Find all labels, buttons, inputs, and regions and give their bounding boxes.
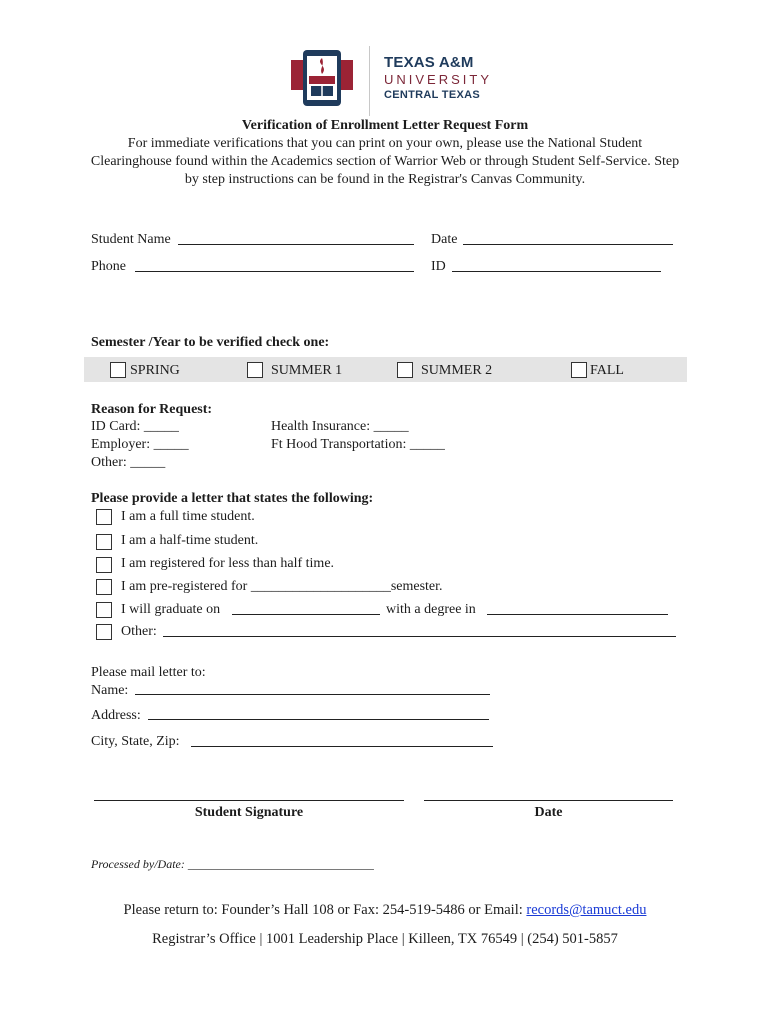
student-signature-label: Student Signature xyxy=(194,805,304,820)
mail-address-field[interactable] xyxy=(148,719,489,720)
full-time-checkbox[interactable] xyxy=(96,509,112,525)
phone-field[interactable] xyxy=(135,271,414,272)
logo-divider xyxy=(369,46,370,116)
mail-heading: Please mail letter to: xyxy=(91,665,206,680)
reason-other[interactable]: Other: _____ xyxy=(91,455,166,470)
full-time-label: I am a full time student. xyxy=(121,509,255,524)
spring-label: SPRING xyxy=(130,363,180,378)
student-name-field[interactable] xyxy=(178,244,414,245)
fall-checkbox[interactable] xyxy=(571,362,587,378)
summer1-checkbox[interactable] xyxy=(247,362,263,378)
return-instructions xyxy=(0,902,770,919)
spring-checkbox[interactable] xyxy=(110,362,126,378)
student-name-label: Student Name xyxy=(91,232,171,247)
reason-ft-hood-transportation[interactable]: Ft Hood Transportation: _____ xyxy=(271,437,445,452)
other-label: Other: xyxy=(121,624,157,639)
summer2-label: SUMMER 2 xyxy=(421,363,493,378)
pre-registered-label: I am pre-registered for ____________________semester. xyxy=(121,579,443,594)
semester-heading: Semester /Year to be verified check one: xyxy=(91,335,330,350)
logo-text-line2: UNIVERSITY xyxy=(384,72,493,87)
email-link[interactable]: records@tamuct.edu xyxy=(526,902,647,918)
mail-name-label: Name: xyxy=(91,683,129,698)
other-checkbox[interactable] xyxy=(96,624,112,640)
date-field[interactable] xyxy=(463,244,673,245)
graduate-date-field[interactable] xyxy=(232,614,380,615)
registrar-office-info: Registrar’s Office | 1001 Leadership Place | Killeen, TX 76549 | (254) 501-5857 xyxy=(152,931,618,947)
logo-text-line3: CENTRAL TEXAS xyxy=(384,89,480,101)
logo-text-line1: TEXAS A&M xyxy=(384,54,474,71)
less-than-half-checkbox[interactable] xyxy=(96,557,112,573)
signature-date-label: Date xyxy=(534,805,563,820)
phone-label: Phone xyxy=(91,259,126,274)
intro-paragraph: For immediate verifications that you can print on your own, please use the National Student Clearinghouse found within the Academics section of Warrior Web or through Student Self-Service. Step by step instructions can be found in the Registrar's Canvas Community. xyxy=(90,136,680,187)
reason-health-insurance[interactable]: Health Insurance: _____ xyxy=(271,419,409,434)
processed-by-date: Processed by/Date: _______________________________ xyxy=(91,857,374,871)
degree-label: with a degree in xyxy=(386,602,476,617)
mail-name-field[interactable] xyxy=(135,694,490,695)
university-seal-logo xyxy=(289,46,355,108)
other-field[interactable] xyxy=(163,636,676,637)
date-label: Date xyxy=(431,232,458,247)
half-time-checkbox[interactable] xyxy=(96,534,112,550)
mail-city-field[interactable] xyxy=(191,746,493,747)
summer1-label: SUMMER 1 xyxy=(271,363,343,378)
reason-employer[interactable]: Employer: _____ xyxy=(91,437,189,452)
mail-address-label: Address: xyxy=(91,708,141,723)
fall-label: FALL xyxy=(590,363,624,378)
reason-heading: Reason for Request: xyxy=(91,402,213,417)
half-time-label: I am a half-time student. xyxy=(121,533,259,548)
id-label: ID xyxy=(431,259,446,274)
pre-registered-checkbox[interactable] xyxy=(96,579,112,595)
less-than-half-label: I am registered for less than half time. xyxy=(121,556,335,571)
student-signature-line[interactable] xyxy=(94,800,404,801)
return-text: Please return to: Founder’s Hall 108 or Fax: 254-519-5486 or Email: xyxy=(123,902,523,918)
graduate-checkbox[interactable] xyxy=(96,602,112,618)
reason-id-card[interactable]: ID Card: _____ xyxy=(91,419,179,434)
id-field[interactable] xyxy=(452,271,661,272)
form-title: Verification of Enrollment Letter Request Form xyxy=(241,118,529,133)
summer2-checkbox[interactable] xyxy=(397,362,413,378)
mail-city-label: City, State, Zip: xyxy=(91,734,180,749)
signature-date-line[interactable] xyxy=(424,800,673,801)
graduate-label: I will graduate on xyxy=(121,602,221,617)
degree-field[interactable] xyxy=(487,614,668,615)
letter-heading: Please provide a letter that states the following: xyxy=(91,491,374,506)
